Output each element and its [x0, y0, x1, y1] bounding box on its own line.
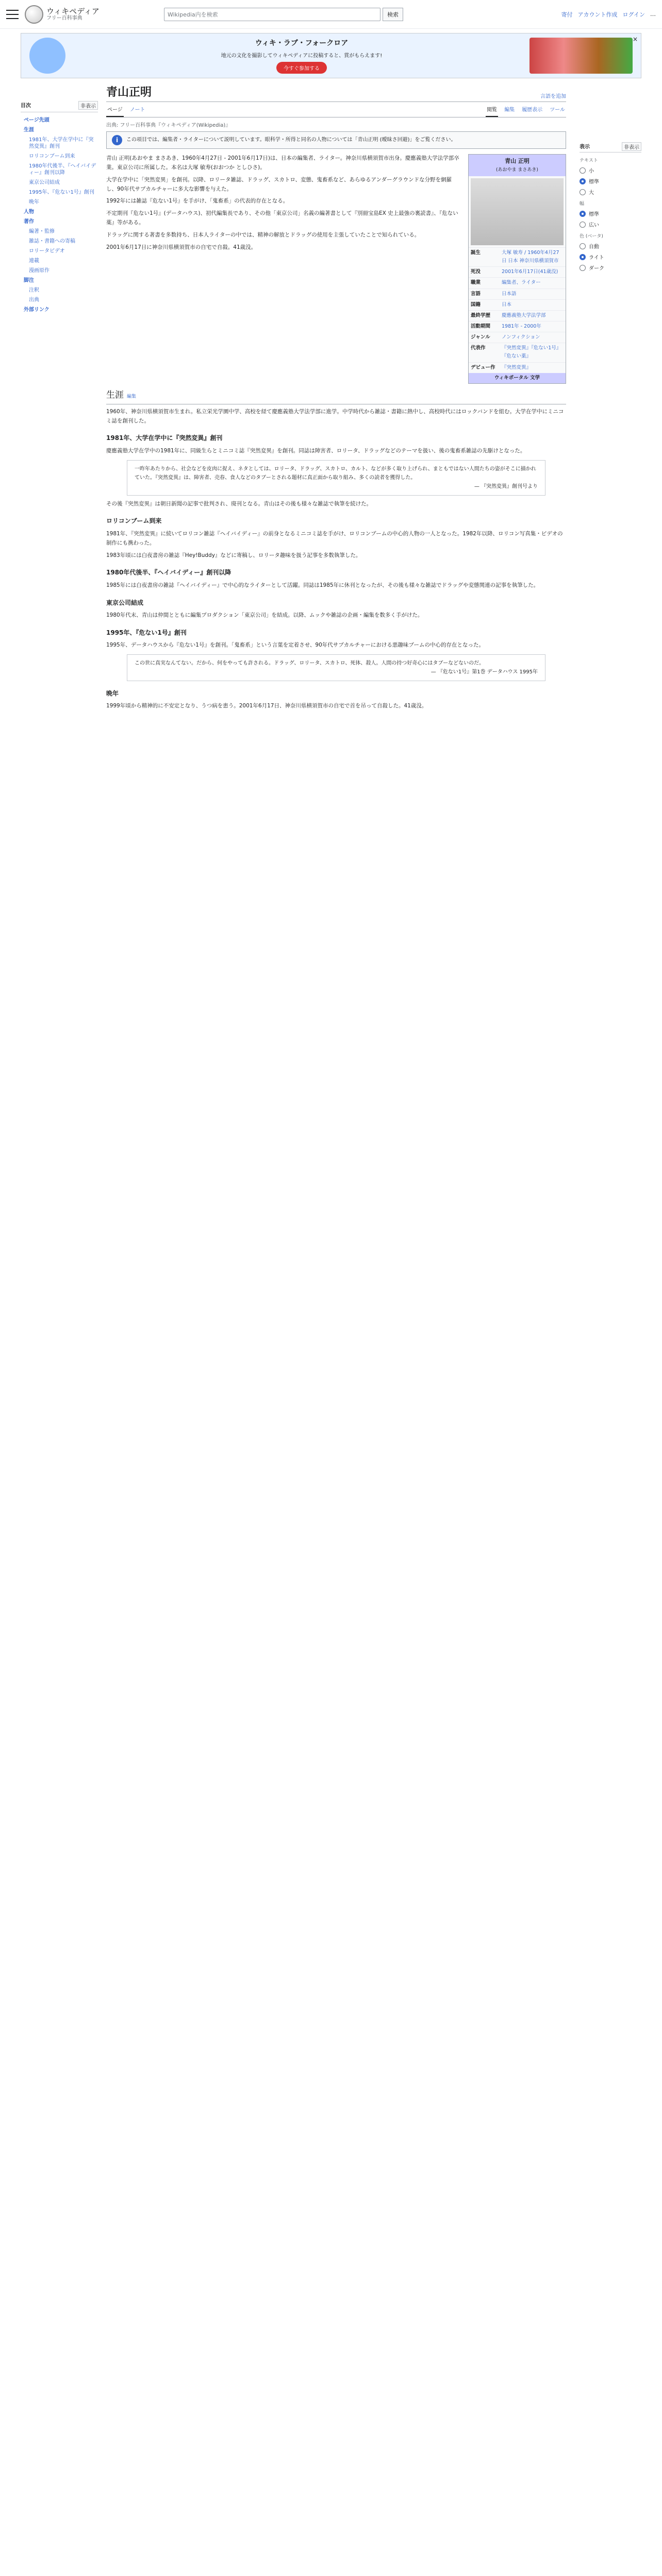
appearance-sidebar: [574, 78, 641, 714]
section-paragraph: 1995年、データハウスから『危ない1号』を創刊。「鬼畜系」という言葉を定着させ、90年代サブカルチャーにおける悪趣味ブームの中心的存在となった。: [106, 642, 485, 649]
infobox-row: [469, 310, 566, 321]
toc-item[interactable]: 漫画原作: [29, 268, 49, 274]
edit-link[interactable]: 編集: [127, 394, 137, 399]
toc-item[interactable]: 生涯: [24, 127, 34, 133]
infobox-value[interactable]: 1981年 - 2000年: [502, 323, 541, 329]
lead-paragraph: 大学在学中に「突然変異」を創刊。以降、ロリータ雑誌、ドラッグ、スカトロ、変態、鬼畜系など、あらゆるアンダーグラウンドな分野を網羅し、90年代サブカルチャーに多大な影響を与えた。: [106, 176, 452, 192]
width-label: 幅: [580, 201, 585, 207]
tab-read[interactable]: 閲覧: [486, 102, 498, 117]
text-standard-radio[interactable]: [580, 178, 586, 184]
infobox-value[interactable]: 日本: [502, 301, 512, 308]
quote-text: この世に真実なんてない。だから、何をやっても許される。ドラッグ、ロリータ、スカトロ、死体、殺人。人間の持つ好奇心にはタブーなどないのだ。: [135, 660, 485, 667]
logo-title: ウィキペディア: [46, 6, 100, 16]
infobox-key: 最終学歴: [471, 312, 491, 318]
section-heading-lolicon: ロリコンブーム到来: [106, 517, 162, 525]
page-title: 青山正明: [106, 86, 152, 99]
toc-item[interactable]: 1995年、『危ない1号』創刊: [29, 190, 94, 195]
infobox-key: 活動期間: [471, 323, 491, 329]
option-label: 自動: [589, 244, 599, 250]
tab-talk[interactable]: ノート: [129, 107, 145, 113]
infobox-row: [469, 332, 566, 343]
lead-paragraph: ドラッグに関する著書を多数持ち、日本人ライターの中では、精神の解放とドラッグの使用を主張していたことで知られている。: [106, 231, 420, 238]
infobox-row: [469, 247, 566, 266]
user-links: [561, 10, 656, 19]
page-tabs: [106, 102, 566, 117]
infobox-name: 青山 正明 (あおやま まさあき): [469, 155, 566, 176]
portrait-image: [471, 178, 564, 245]
menu-icon[interactable]: [6, 8, 19, 21]
section-heading-1980s: 1980年代後半、『ヘイバイディー』創刊以降: [106, 569, 231, 577]
lead-paragraph: 青山 正明(あおやま まさあき、1960年4月27日 - 2001年6月17日)は、日本の編集者、ライター。神奈川県横須賀市出身。慶應義塾大学法学部卒業。東京公司に所属した。本名は大塚 敏寿(おおつか としひさ)。: [106, 155, 459, 171]
article-body: [106, 154, 566, 711]
toc-item[interactable]: 連載: [29, 258, 39, 264]
close-icon[interactable]: ×: [632, 36, 638, 43]
hatnote: [106, 131, 566, 149]
infobox-key: 国籍: [471, 301, 481, 308]
quote-cite: — 『突然変異』創刊号より: [474, 483, 538, 489]
tab-page[interactable]: ページ: [106, 102, 124, 117]
search-input[interactable]: Wikipedia内を検索: [164, 8, 380, 21]
add-language-button[interactable]: 言語を追加: [540, 94, 566, 99]
quote-box: [127, 654, 545, 681]
toc-item[interactable]: 編著・監修: [29, 229, 55, 234]
toc-item[interactable]: 注釈: [29, 287, 39, 293]
section-paragraph: 1981年、『突然変異』に続いてロリコン雑誌『ヘイバイディー』の前身となるミニコミ誌を手がけ、ロリコンブームの中心的人物の一人となった。1982年以降、ロリコン写真集・ビデオの制作にも携わった。: [106, 530, 563, 546]
quote-box: [127, 460, 545, 496]
tab-edit[interactable]: 編集: [504, 107, 515, 113]
infobox-key: 言語: [471, 291, 481, 297]
section-heading-life: 生涯 編集: [106, 388, 566, 404]
infobox-key: 代表作: [471, 345, 486, 351]
option-label: 小: [589, 168, 594, 174]
option-label: 標準: [589, 179, 599, 185]
text-size-label: テキスト: [580, 158, 598, 163]
portal-link[interactable]: ウィキポータル 文学: [469, 373, 566, 383]
donate-link[interactable]: 寄付: [561, 11, 573, 18]
toc-item[interactable]: 1981年、大学在学中に『突然変異』創刊: [29, 137, 94, 149]
toc-item[interactable]: 1980年代後半、『ヘイバイディー』創刊以降: [29, 163, 96, 176]
section-paragraph: 1985年には白夜書房の雑誌『ヘイバイディー』で中心的なライターとして活躍。同誌は1985年に休刊となったが、その後も様々な雑誌でドラッグや変態関連の記事を執筆した。: [106, 582, 539, 588]
width-standard-radio[interactable]: [580, 211, 586, 217]
toc-item[interactable]: 脚注: [24, 278, 34, 283]
infobox-key: 職業: [471, 280, 481, 286]
section-paragraph: その後『突然変異』は朝日新聞の記事で批判され、廃刊となる。青山はその後も様々な雑誌で執筆を続けた。: [106, 500, 372, 507]
lead-paragraph: 2001年6月17日に神奈川県横須賀市の自宅で自殺。41歳没。: [106, 244, 257, 250]
section-heading-1995: 1995年、『危ない1号』創刊: [106, 629, 187, 636]
option-label: ダーク: [589, 266, 604, 272]
section-paragraph: 1980年代末、青山は仲間とともに編集プロダクション「東京公司」を結成。以降、ムックや雑誌の企画・編集を数多く手がけた。: [106, 612, 423, 619]
toc-item[interactable]: 著作: [24, 219, 34, 225]
infobox-value[interactable]: 『突然変異』: [502, 364, 532, 370]
infobox-value[interactable]: 大塚 敏寿 / 1960年4月27日 日本 神奈川県横須賀市: [502, 249, 559, 264]
infobox: [468, 154, 566, 384]
section-heading-tokyo: 東京公司結成: [106, 599, 144, 606]
banner-text: 地元の文化を撮影してウィキペディアに投稿すると、賞がもらえます!: [221, 53, 383, 59]
lead-paragraph: 不定期刊『危ない1号』(データハウス)、初代編集長であり、その他「東京公司」名義の編著書として『別冊宝島EX 史上最強の裏読書』、『危ない薬』等がある。: [106, 210, 458, 226]
tab-tools[interactable]: ツール: [550, 107, 565, 113]
infobox-row: [469, 343, 566, 362]
toc-item[interactable]: ページ先頭: [24, 117, 49, 123]
infobox-value[interactable]: 2001年6月17日(41歳没): [502, 269, 558, 275]
color-auto-radio[interactable]: [580, 243, 586, 249]
appearance-heading: 表示: [580, 144, 590, 150]
site-logo[interactable]: [25, 5, 112, 24]
infobox-value[interactable]: 『突然変異』『危ない1号』『危ない薬』: [502, 345, 561, 360]
toc-item[interactable]: ロリータビデオ: [29, 248, 65, 254]
infobox-row: [469, 289, 566, 299]
option-label: 大: [589, 190, 594, 196]
toc-hide-button[interactable]: 非表示: [78, 101, 98, 110]
toc-item[interactable]: 出典: [29, 297, 39, 303]
infobox-key: 誕生: [471, 249, 481, 256]
quote-text: 一昨年あたりから、社会などを皮肉に捉え、ネタとしては、ロリータ、ドラッグ、スカトロ、カルト、などが多く取り上げられ、まともではない人間たちの姿がそこに描かれていた。『突然変異』は、障害者、売春、食人などのタブーとされる題材に真正面から取り組み、多くの読者を獲得した。: [135, 466, 536, 481]
wikipedia-globe-icon: [25, 5, 43, 24]
hatnote-text: この項目では、編集者・ライターについて説明しています。眼科学・所得と同名の人物については「青山正明 (曖昧さ回避)」をご覧ください。: [126, 137, 456, 143]
lead-paragraph: 1992年には雑誌『危ない1号』を手がけ、「鬼畜系」の代表的存在となる。: [106, 198, 289, 205]
info-icon: i: [112, 135, 122, 145]
section-heading-late: 晩年: [106, 690, 119, 698]
color-label: 色 (ベータ): [580, 234, 603, 239]
campaign-banner: [21, 33, 641, 78]
toc-item[interactable]: 東京公司結成: [29, 180, 60, 185]
wiki-loves-folklore-logo: [29, 38, 65, 74]
color-dark-radio[interactable]: [580, 265, 586, 271]
infobox-value[interactable]: 編集者、ライター: [502, 280, 541, 286]
infobox-row: [469, 277, 566, 288]
more-options-icon[interactable]: …: [650, 11, 656, 18]
login-link[interactable]: ログイン: [622, 11, 645, 18]
quote-cite: — 『危ない1号』第1巻 データハウス 1995年: [431, 669, 538, 675]
section-heading-1981: 1981年、大学在学中に『突然変異』創刊: [106, 434, 223, 442]
toc-item[interactable]: 外部リンク: [24, 307, 49, 313]
banner-join-button[interactable]: 今すぐ参加する: [276, 62, 327, 74]
toc-item[interactable]: 晩年: [29, 199, 39, 205]
option-label: ライト: [589, 255, 604, 261]
toc-item[interactable]: 人物: [24, 209, 34, 215]
create-account-link[interactable]: アカウント作成: [577, 11, 618, 18]
banner-photo: [529, 38, 633, 74]
text-large-radio[interactable]: [580, 189, 586, 195]
appearance-hide-button[interactable]: 非表示: [622, 142, 641, 151]
infobox-key: 死没: [471, 269, 481, 275]
infobox-row: [469, 266, 566, 277]
section-paragraph: 慶應義塾大学在学中の1981年に、同級生らとミニコミ誌『突然変異』を創刊。同誌は障害者、ロリータ、ドラッグなどのテーマを扱い、後の鬼畜系雑誌の先駆けとなった。: [106, 447, 526, 454]
infobox-row: [469, 321, 566, 332]
infobox-row: [469, 299, 566, 310]
color-light-radio[interactable]: [580, 254, 586, 260]
source-note: 出典: フリー百科事典『ウィキペディア(Wikipedia)』: [106, 123, 231, 128]
logo-subtitle: フリー百科事典: [46, 15, 82, 22]
option-label: 広い: [589, 223, 599, 228]
infobox-value[interactable]: ノンフィクション: [502, 334, 540, 341]
width-wide-radio[interactable]: [580, 222, 586, 228]
banner-title: ウィキ・ラブ・フォークロア: [255, 39, 349, 47]
infobox-key: ジャンル: [471, 334, 490, 341]
tab-history[interactable]: 履歴表示: [522, 107, 543, 113]
toc-item[interactable]: 雑誌・書籍への寄稿: [29, 239, 75, 244]
infobox-value[interactable]: 日本語: [502, 291, 517, 297]
section-paragraph: 1960年、神奈川県横須賀市生まれ。私立栄光学園中学、高校を経て慶應義塾大学法学部に進学。中学時代から雑誌・書籍に熱中し、高校時代にはロックバンドを組む。大学在学中にミニコミ誌を創刊した。: [106, 408, 564, 424]
infobox-row: [469, 362, 566, 373]
section-paragraph: 1983年頃には白夜書房の雑誌『Hey!Buddy』などに寄稿し、ロリータ趣味を扱う記事を多数執筆した。: [106, 552, 361, 558]
toc-sidebar: [21, 78, 98, 714]
search-button[interactable]: 検索: [383, 8, 403, 21]
option-label: 標準: [589, 212, 599, 217]
infobox-value[interactable]: 慶應義塾大学法学部: [502, 312, 546, 318]
infobox-key: デビュー作: [471, 364, 495, 370]
text-small-radio[interactable]: [580, 167, 586, 174]
section-paragraph: 1999年頃から精神的に不安定となり、うつ病を患う。2001年6月17日、神奈川県横須賀市の自宅で首を吊って自殺した。41歳没。: [106, 703, 427, 709]
toc-item[interactable]: ロリコンブーム到来: [29, 154, 75, 159]
site-header: [0, 0, 662, 29]
toc-heading: 目次: [21, 103, 31, 109]
